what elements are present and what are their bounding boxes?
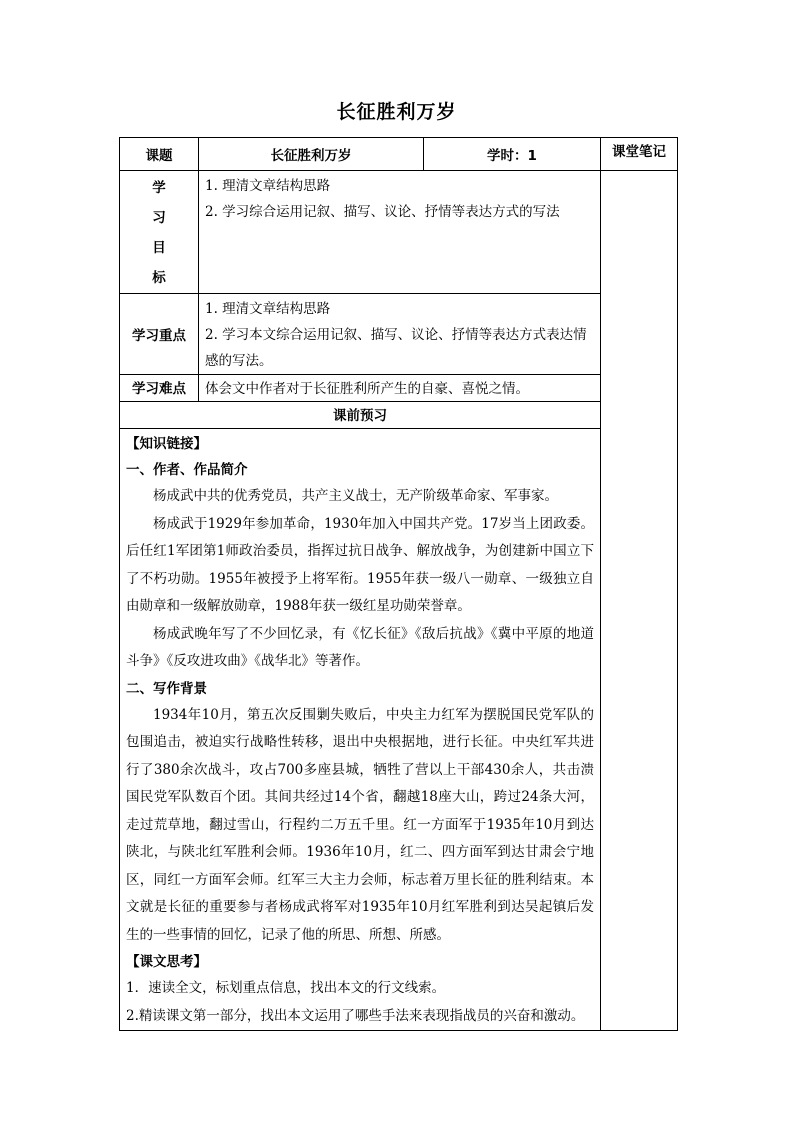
hours-label: 学时：1 — [424, 138, 601, 171]
objectives-label-char: 目 — [152, 240, 166, 256]
author-paragraph: 杨成武中共的优秀党员，共产主义战士，无产阶级革命家、军事家。 — [153, 488, 558, 504]
section-background-title: 二、写作背景 — [126, 680, 207, 697]
preview-content — [120, 429, 601, 1031]
objectives-content — [199, 171, 601, 294]
think-heading: 【课文思考】 — [126, 954, 207, 970]
notes-label: 课堂笔记 — [601, 138, 678, 171]
objectives-label-char: 标 — [152, 270, 166, 286]
difficulties-label: 学习难点 — [120, 375, 199, 402]
author-paragraph: 杨成武晚年写了不少回忆录，有《忆长征》《敌后抗战》《冀中平原的地道斗争》《反攻进攻曲》《战华北》等著作。 — [126, 625, 594, 669]
objective-item: 1. 理清文章结构思路 — [205, 178, 331, 194]
topic-label: 课题 — [120, 138, 199, 171]
think-item: 1．速读全文，标划重点信息，找出本文的行文线索。 — [126, 980, 446, 996]
key-points-label: 学习重点 — [120, 294, 199, 375]
difficulties-content: 体会文中作者对于长征胜利所产生的自豪、喜悦之情。 — [199, 375, 601, 402]
topic-value: 长征胜利万岁 — [199, 138, 424, 171]
think-item: 2.精读课文第一部分，找出本文运用了哪些手法来表现指战员的兴奋和激动。 — [126, 1007, 585, 1024]
key-point-item: 1. 理清文章结构思路 — [205, 301, 331, 317]
background-paragraph: 1934年10月，第五次反围剿失败后，中央主力红军为摆脱国民党军队的包围追击，被迫实行战略性转移，退出中央根据地，进行长征。中央红军共进行了380余次战斗，攻占700多座县城，牺牲了营以上干部430余人，共击溃国民党军队数百个团。其间共经过14个省，翻越18座大山，跨过24条大河，走过荒草地，翻过雪山，行程约二万五千里。红一方面军于1935年10月到达陕北，与陕北红军胜利会师。1936年10月，红二、四方面军到达甘肃会宁地区，同红一方面军会师。红军三大主力会师，标志着万里长征的胜利结束。本文就是长征的重要参与者杨成武将军对1935年10月红军胜利到达吴起镇后发生的一些事情的回忆，记录了他的所思、所想、所感。 — [126, 706, 594, 943]
lesson-plan-table — [119, 137, 678, 1031]
preview-heading: 课前预习 — [120, 402, 601, 429]
key-point-item: 2. 学习本文综合运用记叙、描写、议论、抒情等表达方式表达情感的写法。 — [205, 327, 587, 369]
objective-item: 2. 学习综合运用记叙、描写、议论、抒情等表达方式的写法 — [205, 204, 560, 220]
key-points-content — [199, 294, 601, 375]
objectives-label-char: 习 — [152, 210, 166, 226]
section-author-title: 一、作者、作品简介 — [126, 462, 248, 478]
page-title: 长征胜利万岁 — [336, 101, 457, 123]
objectives-label-char: 学 — [152, 180, 166, 196]
knowledge-link-heading: 【知识链接】 — [126, 436, 207, 452]
notes-column — [601, 171, 678, 1031]
objectives-label — [120, 171, 199, 294]
author-paragraph: 杨成武于1929年参加革命，1930年加入中国共产党。17岁当上团政委。后任红1军团第1师政治委员，指挥过抗日战争、解放战争，为创建新中国立下了不朽功勋。1955年被授予上将军衔。1955年获一级八一勋章、一级独立自由勋章和一级解放勋章，1988年获一级红星功勋荣誉章。 — [126, 515, 594, 614]
